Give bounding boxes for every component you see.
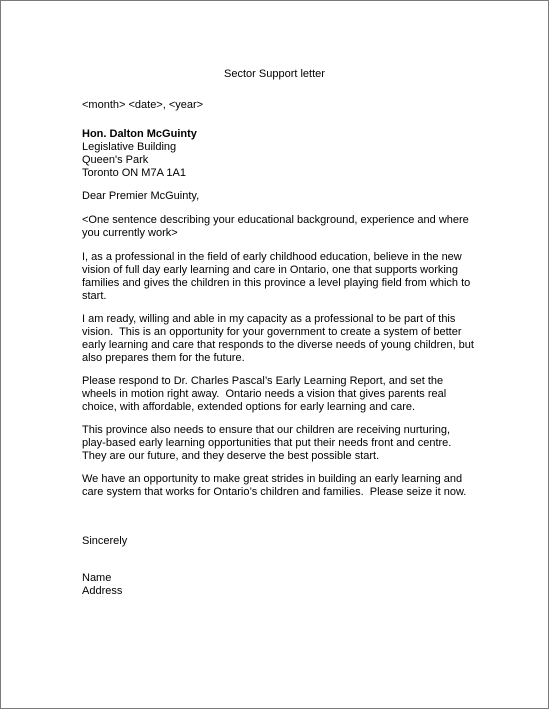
paragraph-line: We have an opportunity to make great strides in building an early learning and [82,473,463,485]
placeholder-line: <One sentence describing your educational background, experience and where [82,214,469,226]
paragraph-line: also prepares them for the future. [82,352,245,364]
address-line: Queen's Park [82,154,149,166]
paragraph-line: Please respond to Dr. Charles Pascal’s Early Learning Report, and set the [82,375,444,387]
closing: Sincerely [82,535,128,547]
placeholder-line: you currently work> [82,227,178,239]
signature-address: Address [82,585,123,597]
paragraph-line: care system that works for Ontario’s children and families. Please seize it now. [82,486,467,498]
address-line: Legislative Building [82,141,177,153]
signature-name: Name [82,572,112,584]
paragraph-line: families and gives the children in this province a level playing field from which to [82,277,471,289]
paragraph-line: wheels in motion right away. Ontario needs a vision that gives parents real [82,388,447,400]
letter-title: Sector Support letter [224,68,325,80]
paragraph-line: vision of full day early learning and care in Ontario, one that supports working [82,264,459,276]
paragraph-line: I am ready, willing and able in my capacity as a professional to be part of this [82,313,456,325]
date-line: <month> <date>, <year> [82,99,204,111]
paragraph-line: They are our future, and they deserve the best possible start. [82,450,380,462]
recipient-name: Hon. Dalton McGuinty [82,128,197,140]
paragraph-line: choice, with affordable, extended options for early learning and care. [82,401,416,413]
paragraph-line: vision. This is an opportunity for your government to create a system of better [82,326,462,338]
paragraph-line: I, as a professional in the field of early childhood education, believe in the new [82,251,462,263]
paragraph-line: early learning and care that responds to the diverse needs of young children, but [82,339,474,351]
paragraph-line: start. [82,290,107,302]
paragraph-line: This province also needs to ensure that our children are receiving nurturing, [82,424,451,436]
salutation: Dear Premier McGuinty, [82,190,200,202]
address-line: Toronto ON M7A 1A1 [82,167,186,179]
paragraph-line: play-based early learning opportunities that put their needs front and centre. [82,437,452,449]
